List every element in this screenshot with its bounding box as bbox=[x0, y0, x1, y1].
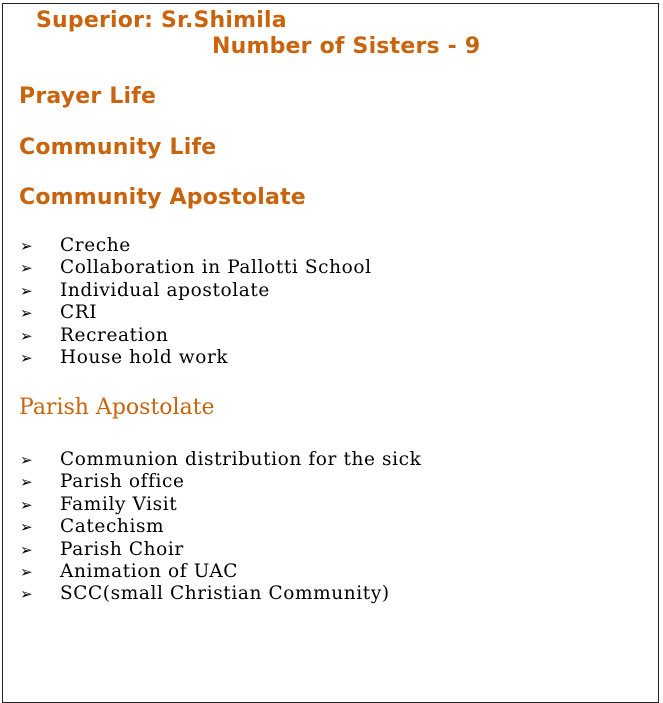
parish-apostolate-heading: Parish Apostolate bbox=[19, 395, 215, 420]
superior-heading: Superior: Sr.Shimila bbox=[36, 8, 287, 33]
list-item-label: Communion distribution for the sick bbox=[60, 449, 422, 470]
list-item-label: SCC(small Christian Community) bbox=[60, 583, 390, 605]
arrow-bullet-icon: ➢ bbox=[20, 281, 34, 300]
arrow-bullet-icon: ➢ bbox=[20, 562, 34, 581]
arrow-bullet-icon: ➢ bbox=[20, 473, 34, 492]
list-item-label: Family Visit bbox=[60, 493, 178, 515]
arrow-bullet-icon: ➢ bbox=[20, 540, 34, 559]
list-item bbox=[20, 494, 421, 516]
sisters-count-heading: Number of Sisters - 9 bbox=[212, 34, 481, 59]
list-item bbox=[20, 516, 421, 538]
parish-apostolate-list bbox=[20, 449, 421, 606]
arrow-bullet-icon: ➢ bbox=[20, 326, 34, 345]
community-apostolate-list bbox=[20, 235, 372, 369]
list-item-label: Parish Choir bbox=[60, 538, 184, 560]
list-item-label: Individual apostolate bbox=[60, 279, 270, 301]
arrow-bullet-icon: ➢ bbox=[20, 348, 34, 367]
arrow-bullet-icon: ➢ bbox=[20, 451, 34, 469]
arrow-bullet-icon: ➢ bbox=[20, 259, 34, 278]
list-item bbox=[20, 347, 372, 369]
prayer-life-heading: Prayer Life bbox=[19, 84, 157, 109]
list-item-label: House hold work bbox=[60, 346, 229, 368]
list-item bbox=[20, 583, 421, 605]
list-item bbox=[20, 471, 421, 493]
list-item bbox=[20, 561, 421, 583]
list-item-label: Collaboration in Pallotti School bbox=[60, 257, 372, 279]
arrow-bullet-icon: ➢ bbox=[20, 237, 34, 255]
list-item-label: CRI bbox=[60, 302, 98, 324]
list-item bbox=[20, 539, 421, 561]
arrow-bullet-icon: ➢ bbox=[20, 304, 34, 323]
list-item-label: Recreation bbox=[60, 324, 169, 346]
list-item bbox=[20, 325, 372, 347]
list-item-label: Catechism bbox=[60, 516, 165, 538]
list-item bbox=[20, 449, 421, 471]
arrow-bullet-icon: ➢ bbox=[20, 495, 34, 514]
list-item bbox=[20, 235, 372, 257]
list-item bbox=[20, 302, 372, 324]
list-item-label: Animation of UAC bbox=[60, 560, 239, 582]
list-item bbox=[20, 257, 372, 279]
community-apostolate-heading: Community Apostolate bbox=[19, 185, 306, 210]
arrow-bullet-icon: ➢ bbox=[20, 518, 34, 537]
list-item bbox=[20, 280, 372, 302]
list-item-label: Creche bbox=[60, 235, 131, 256]
community-life-heading: Community Life bbox=[19, 135, 217, 160]
list-item-label: Parish office bbox=[60, 471, 185, 493]
arrow-bullet-icon: ➢ bbox=[20, 585, 34, 604]
